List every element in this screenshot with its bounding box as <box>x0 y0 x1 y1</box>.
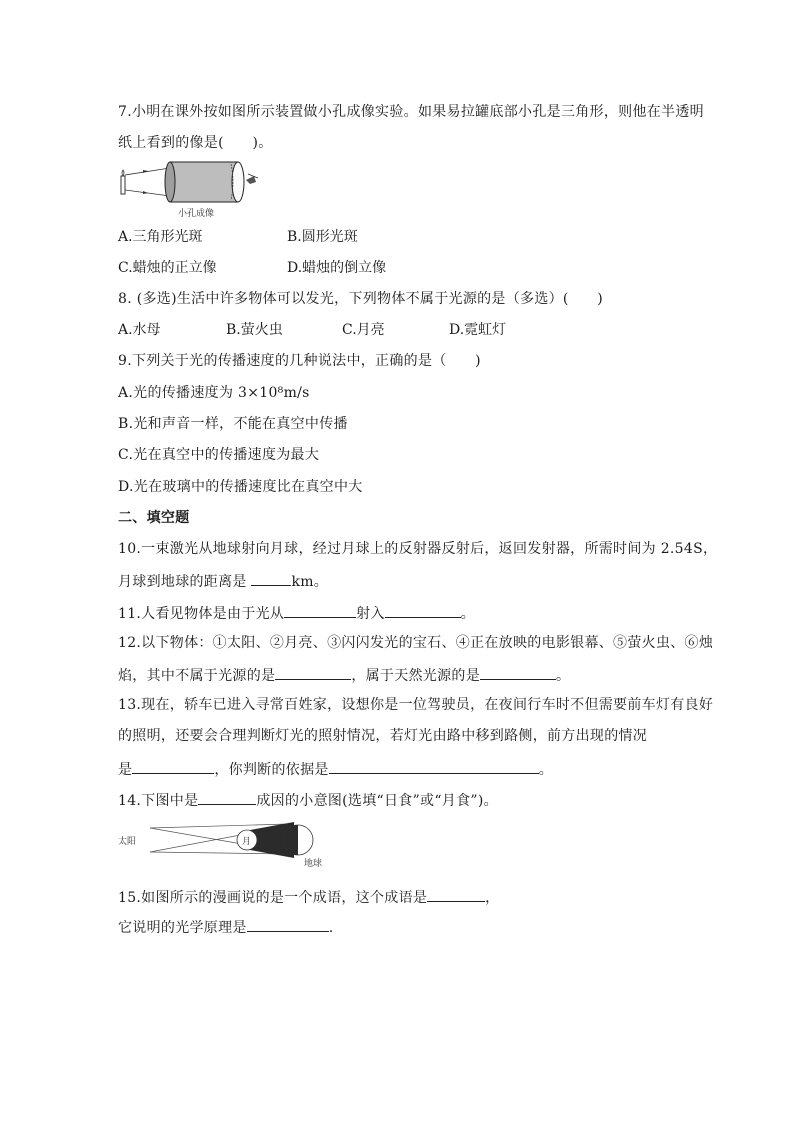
q15-stem-line1 <box>118 887 499 907</box>
q12-blank-1[interactable] <box>275 665 351 680</box>
q14-blank[interactable] <box>198 790 256 805</box>
q13-text-b: ，你判断的依据是 <box>214 762 329 778</box>
q13-blank-1[interactable] <box>132 759 214 774</box>
q13-stem-line3 <box>118 759 553 779</box>
moon-label: 月 <box>242 837 252 847</box>
q15-text-c: 它说明的光学原理是 <box>118 920 247 936</box>
q7-stem-line2: 纸上看到的像是( )。 <box>118 135 273 151</box>
q8-option-d: D.霓虹灯 <box>449 322 507 338</box>
q13-stem-line1: 13.现在，轿车已进入寻常百姓家，设想你是一位驾驶员，在夜间行车时不但需要前车灯有良好 <box>118 697 714 713</box>
q9-option-c: C.光在真空中的传播速度为最大 <box>118 447 320 463</box>
q11-text-b: 射入 <box>356 606 385 622</box>
q7-option-d: D.蜡烛的倒立像 <box>287 260 387 276</box>
q15-text-d: . <box>328 920 334 936</box>
q15-stem-line2 <box>118 917 333 937</box>
q10-answer-blank[interactable] <box>251 571 291 586</box>
pinhole-camera-figure <box>118 160 278 220</box>
q9-option-b: B.光和声音一样，不能在真空中传播 <box>118 416 348 432</box>
q15-text-a: 15.如图所示的漫画说的是一个成语，这个成语是 <box>118 890 428 906</box>
q13-text-a: 是 <box>118 762 133 778</box>
q12-text-a: 焰，其中不属于光源的是 <box>118 668 276 684</box>
q7-stem-line1: 7.小明在课外按如图所示装置做小孔成像实验。如果易拉罐底部小孔是三角形，则他在半透明 <box>118 104 704 120</box>
q8-stem: 8. (多选)生活中许多物体可以发光，下列物体不属于光源的是（多选）( ) <box>118 291 604 307</box>
earth-label: 地球 <box>304 859 323 869</box>
q10-text-b: km。 <box>291 574 329 590</box>
q8-option-c: C.月亮 <box>342 322 385 338</box>
q7-option-c: C.蜡烛的正立像 <box>118 260 217 276</box>
q15-text-b: ， <box>485 890 500 906</box>
q10-text-a: 月球到地球的距离是 <box>118 574 252 590</box>
q11-stem <box>118 603 475 623</box>
q8-option-a: A.水母 <box>118 322 161 338</box>
q14-text-a: 14.下图中是 <box>118 793 199 809</box>
eclipse-figure <box>118 816 333 870</box>
q12-text-b: ，属于天然光源的是 <box>351 668 481 684</box>
q15-blank-2[interactable] <box>247 917 329 932</box>
q13-stem-line2: 的照明，还要会合理判断灯光的照射情况，若灯光由路中移到路侧，前方出现的情况 <box>118 728 648 744</box>
q11-blank-1[interactable] <box>284 603 356 618</box>
sun-label: 太阳 <box>118 837 137 847</box>
q11-blank-2[interactable] <box>385 603 461 618</box>
q12-text-c: 。 <box>556 668 571 684</box>
q9-option-a: A.光的传播速度为 3×10⁸m/s <box>118 385 310 401</box>
q10-stem-line2 <box>118 571 328 591</box>
q9-option-d: D.光在玻璃中的传播速度比在真空中大 <box>118 479 363 495</box>
q14-stem <box>118 790 498 810</box>
q10-stem-line1: 10.一束激光从地球射向月球，经过月球上的反射器反射后，返回发射器，所需时间为 2.54S， <box>118 541 718 557</box>
q14-text-b: 成因的小意图(选填“日食”或“月食”)。 <box>256 793 498 809</box>
q7-option-a: A.三角形光斑 <box>118 229 203 245</box>
q11-text-c: 。 <box>460 606 476 622</box>
eclipse-drawing <box>118 816 333 870</box>
q13-text-c: 。 <box>538 762 554 778</box>
q12-stem-line2 <box>118 665 570 685</box>
q13-blank-2[interactable] <box>329 759 539 774</box>
q12-stem-line1: 12.以下物体：①太阳、②月亮、③闪闪发光的宝石、④正在放映的电影银幕、⑤萤火虫、⑥烛 <box>118 635 714 651</box>
q9-stem: 9.下列关于光的传播速度的几种说法中，正确的是（ ) <box>118 353 481 369</box>
q8-option-b: B.萤火虫 <box>226 322 283 338</box>
section-fill-in-heading: 二、填空题 <box>118 510 190 526</box>
q12-blank-2[interactable] <box>480 665 556 680</box>
q15-blank-1[interactable] <box>427 887 485 902</box>
q7-option-b: B.圆形光斑 <box>287 229 358 245</box>
q11-text-a: 11.人看见物体是由于光从 <box>118 606 285 622</box>
pinhole-figure-caption: 小孔成像 <box>178 209 215 219</box>
